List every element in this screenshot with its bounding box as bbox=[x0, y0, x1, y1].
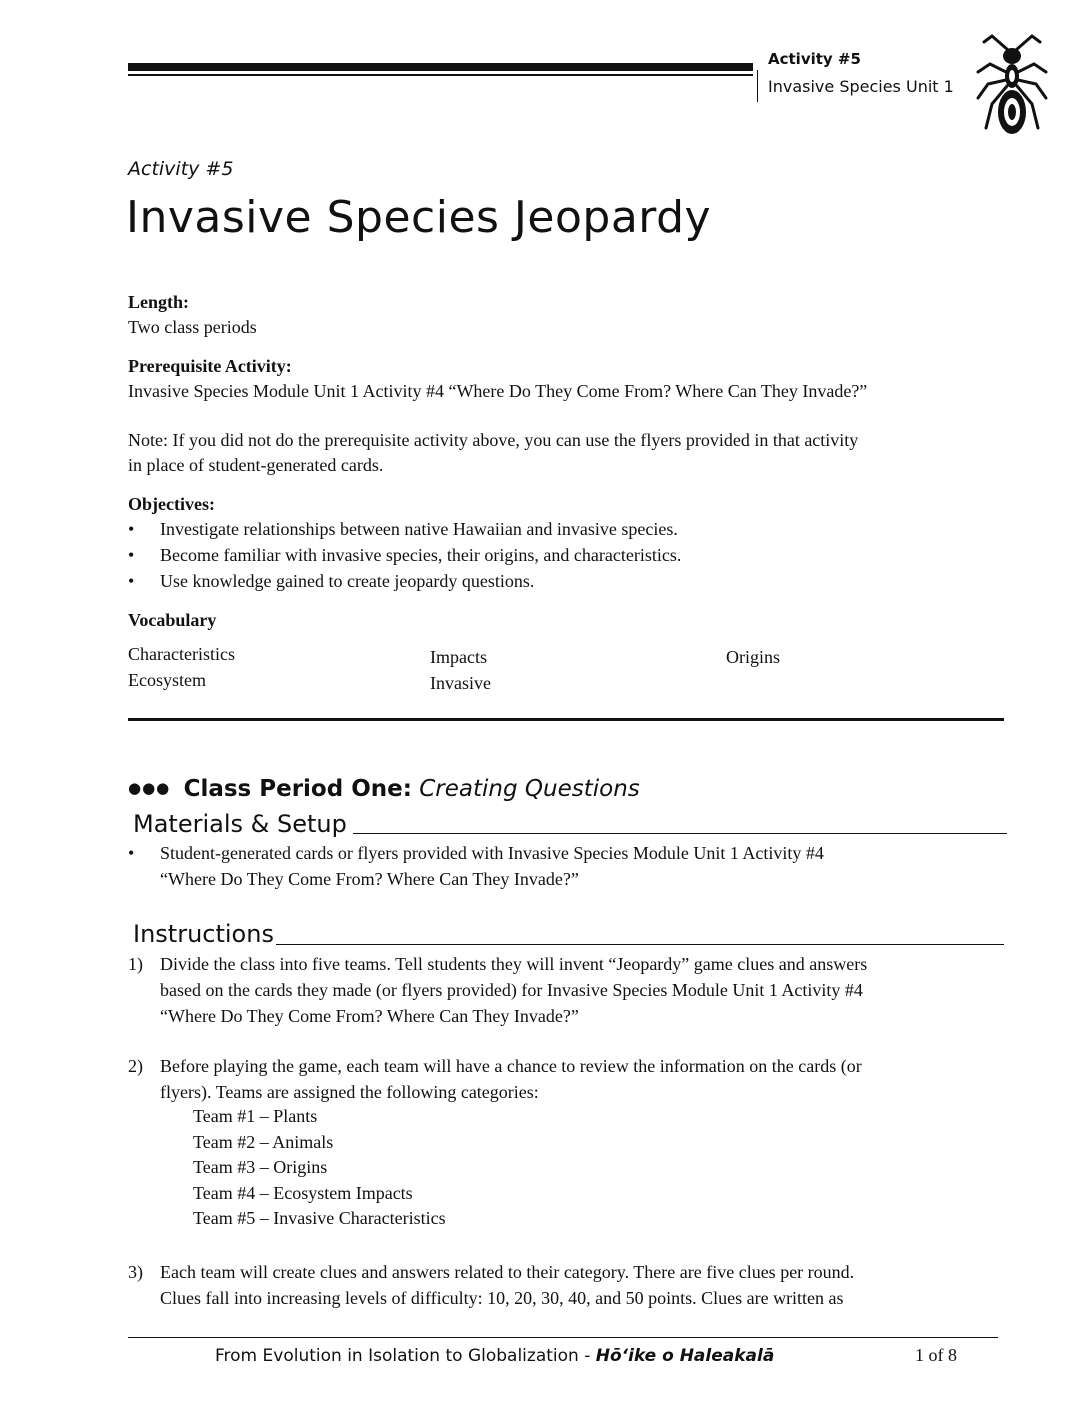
header-unit: Invasive Species Unit 1 bbox=[768, 77, 954, 96]
period-subtitle: Creating Questions bbox=[419, 776, 640, 802]
header-rule-thick bbox=[128, 63, 753, 71]
list-item: • Use knowledge gained to create jeopardy questions. bbox=[128, 568, 681, 594]
list-item: Team #4 – Ecosystem Impacts bbox=[193, 1182, 413, 1203]
bullet-icon: • bbox=[128, 843, 135, 863]
vocabulary-col-1 bbox=[128, 641, 235, 693]
instructions-rule bbox=[276, 944, 1004, 945]
objectives-label: Objectives: bbox=[128, 494, 215, 514]
prerequisite-section bbox=[128, 354, 1028, 404]
instructions-heading: Instructions bbox=[133, 920, 274, 948]
period-bullets: ●●● bbox=[128, 779, 171, 797]
prerequisite-value: Invasive Species Module Unit 1 Activity #4 “Where Do They Come From? Where Can They Invade?” bbox=[128, 381, 868, 401]
vocab-term: Characteristics bbox=[128, 644, 235, 664]
header-activity: Activity #5 bbox=[768, 50, 861, 68]
list-item: • Become familiar with invasive species, their origins, and characteristics. bbox=[128, 542, 681, 568]
vocab-term: Ecosystem bbox=[128, 670, 206, 690]
materials-bullet: • Student-generated cards or flyers provided with Invasive Species Module Unit 1 Activity #4 “Where Do They Come From? Where Can They Invade?” bbox=[128, 840, 1008, 892]
list-item: • Investigate relationships between native Hawaiian and invasive species. bbox=[128, 516, 681, 542]
note-line-1: Note: If you did not do the prerequisite activity above, you can use the flyers provided in that activity bbox=[128, 430, 859, 450]
bullet-icon: • bbox=[128, 545, 135, 565]
list-item: Team #2 – Animals bbox=[193, 1131, 334, 1152]
activity-label: Activity #5 bbox=[128, 158, 234, 180]
list-item: Team #1 – Plants bbox=[193, 1106, 318, 1126]
vocabulary-label: Vocabulary bbox=[128, 610, 217, 630]
class-period-heading bbox=[128, 776, 640, 802]
page-title: Invasive Species Jeopardy bbox=[126, 192, 712, 243]
header-rule-thin bbox=[128, 74, 753, 76]
materials-rule bbox=[353, 833, 1007, 834]
note-line-2: in place of student-generated cards. bbox=[128, 455, 384, 475]
materials-heading: Materials & Setup bbox=[133, 810, 347, 838]
objectives-list bbox=[128, 516, 681, 594]
vocabulary-col-2 bbox=[430, 644, 491, 696]
prerequisite-label: Prerequisite Activity: bbox=[128, 356, 292, 376]
header-divider bbox=[757, 70, 758, 102]
bullet-icon: • bbox=[128, 571, 135, 591]
bullet-icon: • bbox=[128, 519, 135, 539]
footer-brand: Hō‘ike o Haleakalā bbox=[595, 1346, 775, 1366]
period-label: Class Period One: bbox=[183, 776, 412, 802]
page-number: 1 of 8 bbox=[915, 1345, 957, 1365]
list-item: Team #3 – Origins bbox=[193, 1157, 328, 1177]
section-divider bbox=[128, 718, 1004, 721]
length-label: Length: bbox=[128, 292, 190, 312]
vocabulary-col-3 bbox=[726, 644, 780, 670]
instruction-step-3: 3) Each team will create clues and answers related to their category. There are five clues per round. Clues fall into increasing levels of difficulty: 10, 20, 30, 40, and 50 points. Clues are written as bbox=[128, 1262, 855, 1308]
team-list bbox=[193, 1104, 446, 1232]
note-section bbox=[128, 428, 1028, 478]
vocab-term: Origins bbox=[726, 647, 780, 667]
footer-title: From Evolution in Isolation to Globalization - Hō‘ike o Haleakalā bbox=[215, 1346, 775, 1366]
vocab-term: Invasive bbox=[430, 673, 491, 693]
vocab-term: Impacts bbox=[430, 647, 487, 667]
ant-icon bbox=[972, 28, 1052, 158]
instruction-step-2: 2) Before playing the game, each team will have a chance to review the information on the cards (or flyers). Teams are assigned the following categories: bbox=[128, 1056, 862, 1102]
length-value: Two class periods bbox=[128, 317, 257, 337]
instruction-step-1: 1) Divide the class into five teams. Tell students they will invent “Jeopardy” game clues and answers based on the cards they made (or flyers provided) for Invasive Species Module Unit 1 Activity #4 “Where Do They Come From? Where Can They Invade?” bbox=[128, 954, 868, 1026]
list-item: Team #5 – Invasive Characteristics bbox=[193, 1208, 446, 1228]
length-section bbox=[128, 290, 257, 340]
footer-rule bbox=[128, 1337, 998, 1338]
